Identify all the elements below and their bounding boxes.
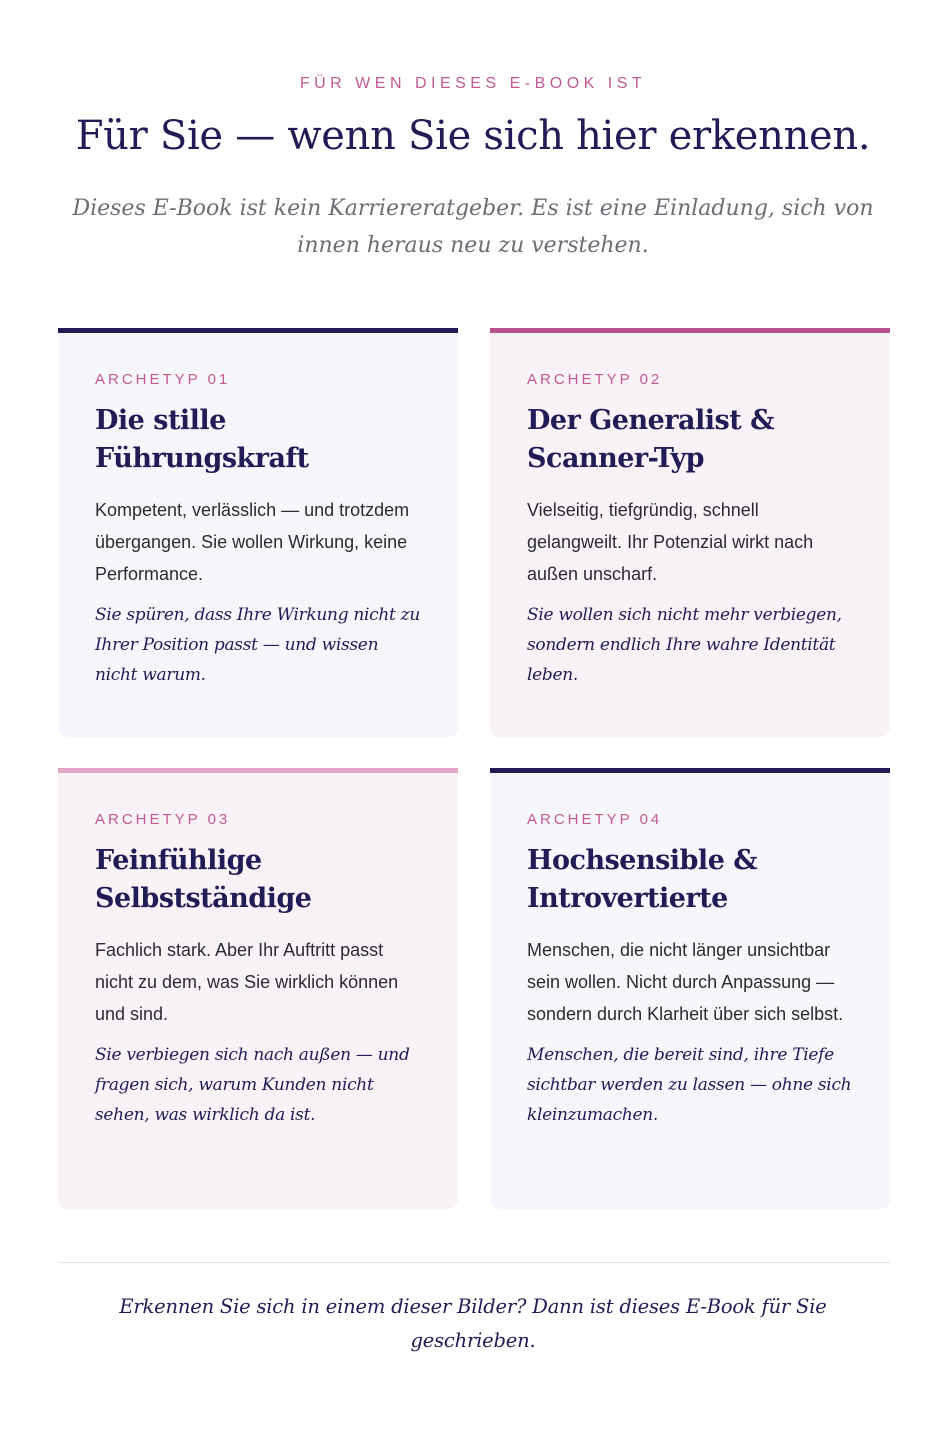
card-title: Der Generalist & Scanner-Typ: [527, 405, 774, 474]
card-title: Feinfühlige Selbstständige: [95, 845, 312, 914]
card-body: Vielseitig, tiefgründig, schnell gelangweilt. Ihr Potenzial wirkt nach außen unscharf.: [527, 500, 814, 584]
section-subtitle: Dieses E-Book ist kein Karriereratgeber. Es ist eine Einladung, sich von innen heraus neu zu verstehen.: [72, 196, 874, 258]
card-body: Fachlich stark. Aber Ihr Auftritt passt nicht zu dem, was Sie wirklich können und sind.: [95, 940, 399, 1024]
card-quote: Menschen, die bereit sind, ihre Tiefe sichtbar werden zu lassen — ohne sich kleinzumachen.: [527, 1045, 852, 1125]
card-quote: Sie verbiegen sich nach außen — und fragen sich, warum Kunden nicht sehen, was wirklich da ist.: [95, 1045, 410, 1125]
card-title: Die stille Führungskraft: [95, 405, 309, 474]
card-body: Kompetent, verlässlich — und trotzdem übergangen. Sie wollen Wirkung, keine Performance.: [95, 500, 410, 584]
section-title: Für Sie — wenn Sie sich hier erkennen.: [75, 113, 871, 159]
archetype-card-01: [58, 328, 458, 737]
archetype-card-04: [490, 768, 890, 1209]
card-body: Menschen, die nicht länger unsichtbar sein wollen. Nicht durch Anpassung — sondern durch Klarheit über sich selbst.: [527, 940, 844, 1024]
card-title: Hochsensible & Introvertierte: [527, 845, 758, 914]
card-quote: Sie spüren, dass Ihre Wirkung nicht zu Ihrer Position passt — und wissen nicht warum.: [95, 605, 420, 685]
card-label: ARCHETYP 02: [527, 371, 663, 388]
archetype-card-02: [490, 328, 890, 737]
card-quote: Sie wollen sich nicht mehr verbiegen, sondern endlich Ihre wahre Identität leben.: [527, 605, 842, 685]
card-label: ARCHETYP 01: [95, 371, 231, 388]
section-eyebrow: FÜR WEN DIESES E-BOOK IST: [299, 75, 647, 92]
section-divider: [58, 1262, 890, 1263]
footer-text: Erkennen Sie sich in einem dieser Bilder? Dann ist dieses E-Book für Sie geschrieben.: [119, 1295, 827, 1352]
card-label: ARCHETYP 04: [527, 811, 663, 828]
archetype-card-03: [58, 768, 458, 1209]
card-label: ARCHETYP 03: [95, 811, 231, 828]
